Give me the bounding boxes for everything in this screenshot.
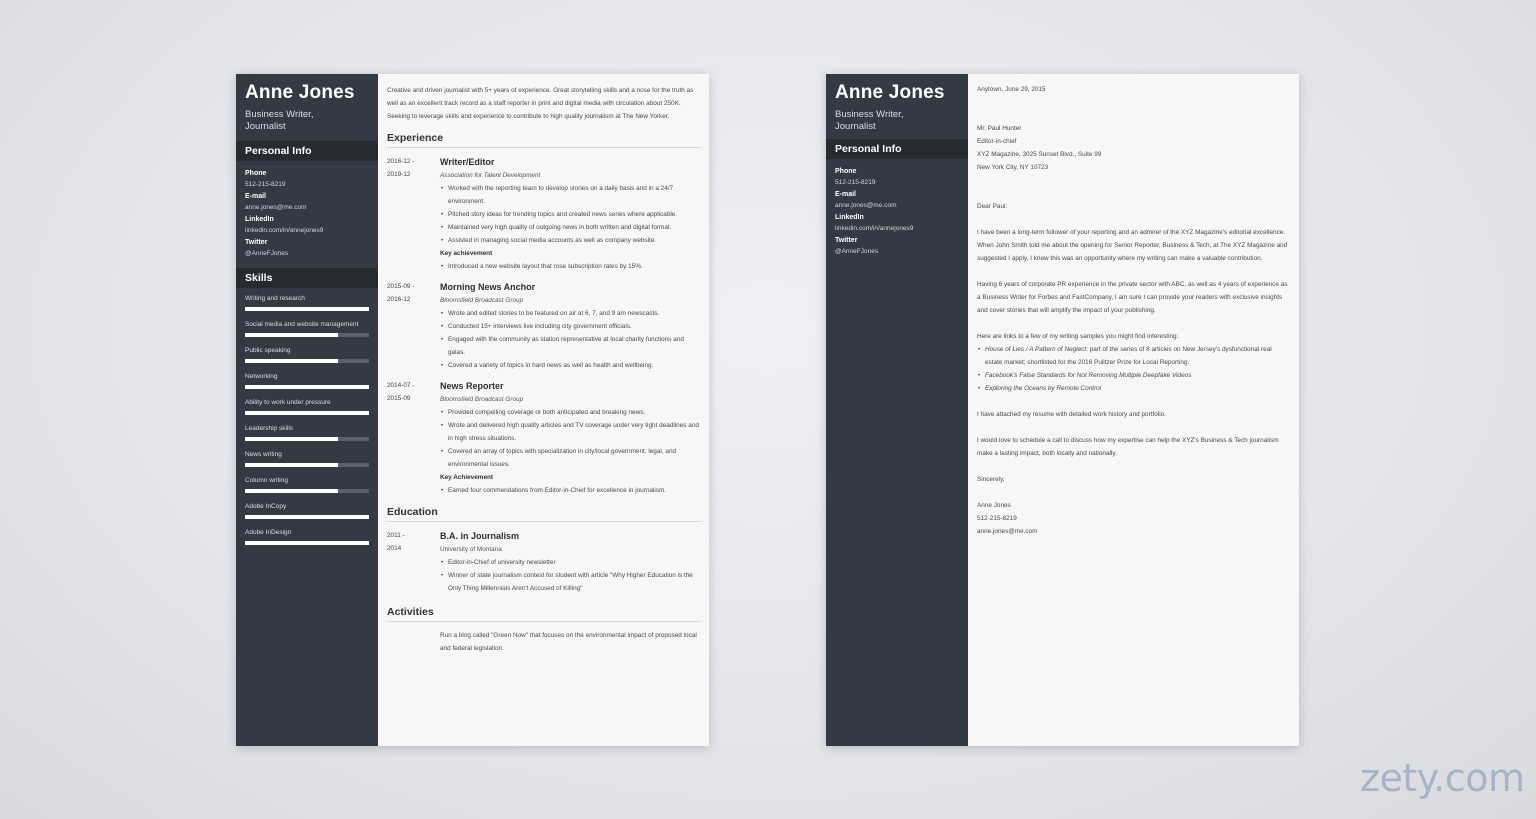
letter-paragraph: Here are links to a few of my writing samples you might find interesting: (977, 333, 1179, 340)
skill-item (236, 314, 378, 337)
job-bullets (440, 307, 701, 372)
job-title: News Reporter (440, 381, 504, 391)
skill-name: News writing (245, 451, 282, 458)
skill-level-bar (245, 515, 369, 519)
key-achievement-bullets (440, 260, 701, 273)
info-value-twitter: @AnneFJones (835, 248, 879, 255)
skill-level-bar (245, 437, 369, 441)
skill-name: Leadership skills (245, 425, 294, 432)
info-value-linkedin: linkedin.com/in/annejones9 (245, 227, 324, 234)
skill-level-fill (245, 307, 369, 311)
resume-subtitle-line1: Business Writer, (245, 109, 314, 120)
info-value-linkedin: linkedin.com/in/annejones9 (835, 225, 914, 232)
activities-text: Run a blog called "Green Now" that focuses on the environmental impact of proposed local and federal legislation. (440, 632, 697, 652)
skill-level-fill (245, 463, 338, 467)
list-item: • Assisted in managing social media accounts as well as company website. (440, 234, 701, 247)
skill-item (236, 288, 378, 311)
skill-level-fill (245, 333, 338, 337)
list-item: • Engaged with the community as station representative at local charity functions and galas. (440, 333, 701, 359)
job-bullets (440, 406, 701, 471)
job-body (440, 280, 701, 372)
skill-name: Column writing (245, 477, 288, 484)
letter-greeting: Dear Paul: (977, 203, 1008, 210)
skill-item (236, 340, 378, 363)
education-date-start: 2011 - (387, 532, 405, 539)
recipient-line: New York City, NY 10723 (977, 164, 1049, 171)
letter-signature (977, 499, 1290, 538)
list-item: • Conducted 15+ interviews live including city government officials. (440, 320, 701, 333)
sample-link[interactable]: House of Lies / A Pattern of Neglect (985, 346, 1087, 353)
signature-line: 512-215-8219 (977, 515, 1017, 522)
experience-entry (387, 155, 701, 273)
skill-level-fill (245, 437, 338, 441)
skill-name: Adobe InDesign (245, 529, 292, 536)
list-item (977, 343, 1290, 369)
resume-sidebar (236, 74, 378, 746)
info-label: LinkedIn (245, 216, 274, 223)
skill-name: Public speaking (245, 347, 291, 354)
list-item: • Covered a variety of topics in hard news as well as health and wellbeing. (440, 359, 701, 372)
skill-item (236, 522, 378, 545)
list-item: • Wrote and edited stories to be featured on air at 6, 7, and 9 am newscasts. (440, 307, 701, 320)
skill-level-bar (245, 359, 369, 363)
skill-level-fill (245, 489, 338, 493)
writing-samples-list (977, 343, 1290, 395)
list-item: • Maintained very high quality of outgoing news in both written and digital format. (440, 221, 701, 234)
job-dates (387, 155, 440, 273)
letter-paragraph: I would love to schedule a call to discuss how my expertise can help the XYZ's Business & Tech journalism make a lasting impact, both locally and nationally. (977, 437, 1279, 457)
info-label: E-mail (245, 193, 267, 200)
signature-line: anne.jones@me.com (977, 528, 1038, 535)
list-item: • Provided compelling coverage or both anticipated and breaking news. (440, 406, 701, 419)
skill-name: Social media and website management (245, 321, 359, 328)
skill-level-fill (245, 411, 369, 415)
resume-personal-info-heading: Personal Info (236, 141, 378, 161)
key-achievement-label: Key Achievement (440, 474, 494, 481)
skill-level-bar (245, 307, 369, 311)
job-body (440, 155, 701, 273)
education-school: University of Montana (440, 546, 502, 553)
info-value-phone: 512-215-8219 (245, 181, 286, 188)
skill-name: Adobe InCopy (245, 503, 287, 510)
job-date-end: 2015-09 (387, 395, 411, 402)
education-degree: B.A. in Journalism (440, 531, 520, 541)
signature-line: Anne Jones (977, 502, 1011, 509)
key-achievement-bullets (440, 484, 701, 497)
list-item: • Pitched story ideas for trending topics and created news series where applicable. (440, 208, 701, 221)
letter-subtitle (826, 104, 968, 133)
skill-level-bar (245, 411, 369, 415)
cover-letter-page (826, 74, 1299, 746)
skill-name: Writing and research (245, 295, 305, 302)
job-date-start: 2015-09 - (387, 283, 415, 290)
list-item: • Earned four commendations from Editor-in-Chief for excellence in journalism. (440, 484, 701, 497)
skill-level-bar (245, 541, 369, 545)
experience-heading: Experience (387, 132, 701, 148)
job-title: Writer/Editor (440, 157, 495, 167)
experience-entry (387, 379, 701, 497)
resume-subtitle-line2: Journalist (245, 121, 286, 132)
skill-item (236, 366, 378, 389)
skill-level-fill (245, 359, 338, 363)
skill-item (236, 470, 378, 493)
education-date-end: 2014 (387, 545, 402, 552)
letter-recipient (977, 122, 1290, 174)
letter-body (968, 74, 1299, 538)
job-date-end: 2016-12 (387, 296, 411, 303)
letter-content (968, 74, 1299, 746)
skill-item (236, 392, 378, 415)
skill-level-fill (245, 385, 369, 389)
skills-list (236, 288, 378, 545)
skill-item (236, 496, 378, 519)
job-bullets (440, 182, 701, 247)
resume-page (236, 74, 709, 746)
letter-name: Anne Jones (835, 82, 945, 103)
info-label: LinkedIn (835, 214, 864, 221)
info-value-email: anne.jones@me.com (245, 204, 307, 211)
info-value-email: anne.jones@me.com (835, 202, 897, 209)
info-value-twitter: @AnneFJones (245, 250, 289, 257)
info-label: Phone (835, 168, 857, 175)
letter-paragraph: I have been a long-term follower of your reporting and an admirer of the XYZ Magazine's editorial excellence. When John Smith told me about the opening for Senior Reporter, Business & Tech, at The XYZ Magazine and suggested I apply, I knew this was an opportunity where my writing can make a valuable contribution. (977, 229, 1288, 262)
skill-level-fill (245, 541, 369, 545)
key-achievement-label: Key achievement (440, 250, 493, 257)
job-dates (387, 280, 440, 372)
job-company: Bloomsfield Broadcast Group (440, 297, 524, 304)
list-item: • Worked with the reporting team to develop stories on a daily basis and in a 24/7 environment. (440, 182, 701, 208)
resume-subtitle (236, 104, 378, 133)
skill-level-fill (245, 515, 369, 519)
resume-personal-info (236, 161, 378, 257)
sample-link[interactable]: Facebook's False Standards for Not Removing Multiple Deepfake Videos (985, 372, 1192, 379)
info-label: E-mail (835, 191, 857, 198)
letter-date: Anytown, June 29, 2015 (977, 86, 1046, 93)
info-label: Twitter (245, 239, 268, 246)
education-entry (387, 529, 701, 595)
list-item: • Introduced a new website layout that rose subscription rates by 15%. (440, 260, 701, 273)
letter-subtitle-line2: Journalist (835, 121, 876, 132)
resume-summary: Creative and driven journalist with 5+ years of experience. Great storytelling skills and a nose for the truth as well as an excellent track record as a staff reporter in print and digital media with circulation about 250K. Seeking to leverage skills and experience to contribute to high quality journalism at The New Yorker. (387, 87, 694, 120)
letter-sidebar (826, 74, 968, 746)
list-item (977, 369, 1290, 382)
resume-content (378, 74, 709, 746)
letter-closing: Sincerely, (977, 476, 1005, 483)
letter-personal-info-heading: Personal Info (826, 139, 968, 159)
skill-level-bar (245, 489, 369, 493)
info-label: Phone (245, 170, 267, 177)
job-company: Bloomsfield Broadcast Group (440, 396, 524, 403)
job-date-start: 2016-12 - (387, 158, 415, 165)
zety-logo: zety.com (1360, 756, 1525, 800)
job-dates (387, 379, 440, 497)
resume-skills-heading: Skills (236, 268, 378, 288)
info-value-phone: 512-215-8219 (835, 179, 876, 186)
letter-paragraph: I have attached my resume with detailed work history and portfolio. (977, 411, 1166, 418)
skill-name: Networking (245, 373, 278, 380)
job-title: Morning News Anchor (440, 282, 536, 292)
letter-subtitle-line1: Business Writer, (835, 109, 904, 120)
job-date-start: 2014-07 - (387, 382, 415, 389)
info-label: Twitter (835, 237, 858, 244)
activities-heading: Activities (387, 606, 701, 622)
education-bullets (440, 556, 701, 595)
list-item: • Editor-in-Chief of university newsletter (440, 556, 701, 569)
education-dates (387, 529, 440, 595)
recipient-line: Editor-in-chief (977, 138, 1017, 145)
job-body (440, 379, 701, 497)
recipient-line: Mr. Paul Hunter (977, 125, 1022, 132)
education-heading: Education (387, 506, 701, 522)
job-date-end: 2019-12 (387, 171, 411, 178)
skill-level-bar (245, 463, 369, 467)
skill-name: Ability to work under pressure (245, 399, 331, 406)
list-item (977, 382, 1290, 395)
list-item: • Winner of state journalism contest for student with article "Why Higher Education is the Only Thing Millennials Aren't Accused of Killing" (440, 569, 701, 595)
experience-list (387, 155, 701, 497)
letter-personal-info (826, 159, 968, 255)
resume-name: Anne Jones (245, 82, 355, 103)
job-company: Association for Talent Development (440, 172, 541, 179)
skill-item (236, 418, 378, 441)
skill-item (236, 444, 378, 467)
letter-paragraph: Having 6 years of corporate PR experience in the private sector with ABC, as well as 4 years of experience as a Business Writer for Forbes and FastCompany, I am sure I can provide your readers with exclusive insights and cover stories that will amplify the impact of your publishing. (977, 281, 1288, 314)
skill-level-bar (245, 385, 369, 389)
sample-link[interactable]: Exploring the Oceans by Remote Control (985, 385, 1102, 392)
sample-description: : part of the series of 8 articles on New Jersey's dysfunctional real estate market; shortlisted for the 2016 Pulitzer Prize for Local Reporting. (985, 346, 1272, 366)
recipient-line: XYZ Magazine, 3025 Sunset Blvd., Suite 99 (977, 151, 1102, 158)
list-item: • Covered an array of topics with specialization in city/local government, legal, and environmental issues. (440, 445, 701, 471)
skill-level-bar (245, 333, 369, 337)
experience-entry (387, 280, 701, 372)
list-item: • Wrote and delivered high quality articles and TV coverage under very tight deadlines and in high stress situations. (440, 419, 701, 445)
